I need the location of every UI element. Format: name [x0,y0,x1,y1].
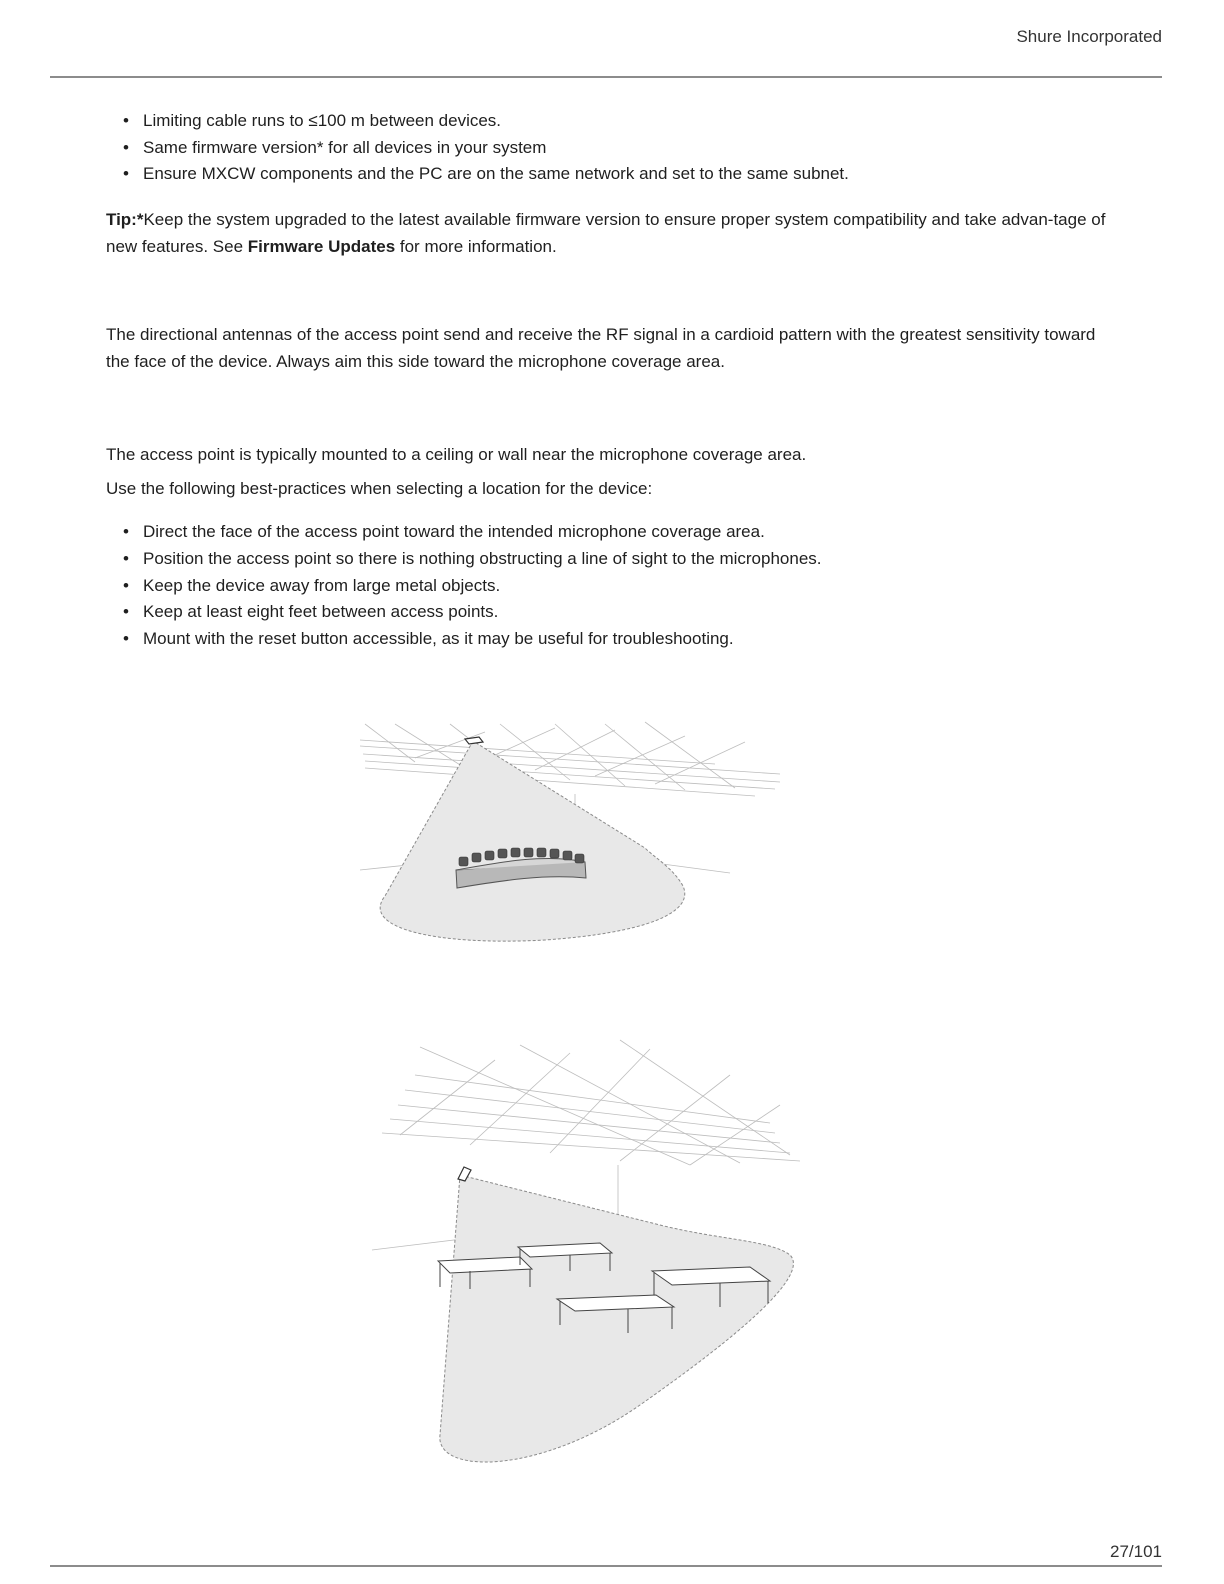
antenna-paragraph: The directional antennas of the access point send and receive the RF signal in a cardioid pattern with the greatest sensitivity toward the face of the device. Always aim this side toward the microphone coverage area. [106,325,1096,372]
access-point-icon [465,737,483,744]
tip-text-end: for more information. [395,237,557,257]
wall-mount-coverage-illustration [360,1035,810,1475]
list-item: • Direct the face of the access point toward the intended microphone coverage area. [106,519,1106,546]
list-item: • Keep the device away from large metal objects. [106,573,1106,600]
list-item: • Limiting cable runs to ≤100 m between devices. [106,108,1106,135]
firmware-updates-link[interactable]: Firmware Updates [247,237,396,257]
coverage-zone [440,1175,794,1462]
tip-label: Tip:* [106,210,144,230]
list-item: • Position the access point so there is nothing obstructing a line of sight to the microphones. [106,546,1106,573]
tip-text: Keep the system upgraded to the latest available firmware version to ensure proper system compatibility and take advan-tage of new features. See [106,210,1106,257]
page-number: 27/101 [1110,1542,1162,1561]
requirements-list [106,108,1106,188]
page-content [106,108,1106,653]
mounting-intro: The access point is typically mounted to a ceiling or wall near the microphone coverage area. [106,445,807,465]
page-header-company: Shure Incorporated [1016,27,1162,46]
ceiling-mount-coverage-illustration [355,718,795,948]
best-practices-lead: Use the following best-practices when selecting a location for the device: [106,479,653,499]
list-item: • Keep at least eight feet between access points. [106,599,1106,626]
tip-note [106,206,1106,260]
footer-divider [50,1565,1162,1567]
list-item: • Mount with the reset button accessible, as it may be useful for troubleshooting. [106,626,1106,653]
list-item: • Ensure MXCW components and the PC are on the same network and set to the same subnet. [106,161,1106,188]
coverage-zone [380,741,685,941]
list-item: • Same firmware version* for all devices in your system [106,135,1106,162]
header-divider [50,76,1162,78]
best-practices-list [106,519,1106,653]
